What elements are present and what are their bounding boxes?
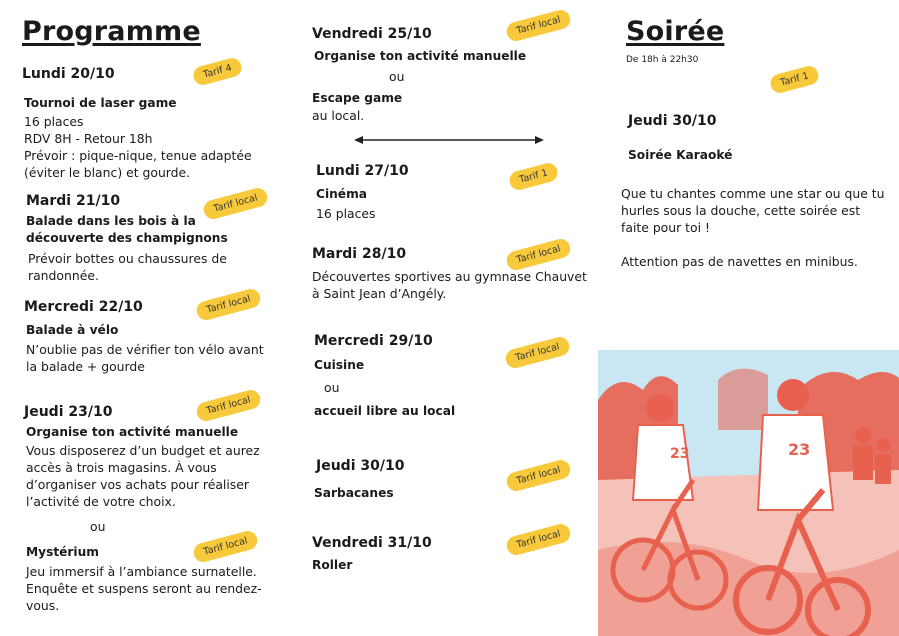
tarif-badge: Tarif 1 [768,64,820,95]
activity-detail: Découvertes sportives au gymnase Chauvet à Saint Jean d’Angély. [312,269,587,301]
activity-title: Mystérium [26,545,99,559]
tarif-badge: Tarif local [195,388,263,423]
soiree-note: Attention pas de navettes en minibus. [621,254,858,269]
cyclists-illustration [598,350,899,636]
or-separator: ou [90,519,106,534]
day-mercredi-29: Mercredi 29/10 [314,333,433,349]
activity-detail: Jeu immersif à l’ambiance surnatelle. Enquête et suspens seront au rendez-vous. [26,564,262,613]
activity-detail: Vous disposerez d’un budget et aurez accès à trois magasins. À vous d’organiser vos achats pour réaliser l’activité de votre choix. [26,443,260,509]
activity-detail: 16 places [316,206,376,221]
tarif-badge: Tarif local [202,186,270,221]
activity-title: Soirée Karaoké [628,148,733,162]
activity-title: Tournoi de laser game [24,96,177,110]
day-vendredi-25: Vendredi 25/10 [312,26,432,42]
tarif-badge: Tarif local [505,458,573,493]
bib-number: 23 [670,446,690,462]
tarif-badge: Tarif local [195,287,263,322]
activity-title: Organise ton activité manuelle [314,49,527,63]
tarif-badge: Tarif local [505,8,573,43]
tarif-badge: Tarif local [504,335,572,370]
tarif-badge: Tarif local [192,529,260,564]
activity-detail: au local. [312,108,365,123]
day-lundi-27: Lundi 27/10 [316,163,409,179]
activity-detail: N’oublie pas de vérifier ton vélo avant la balade + gourde [26,342,264,374]
or-separator: ou [389,69,405,84]
activity-detail: RDV 8H - Retour 18h [24,131,153,146]
day-jeudi-23: Jeudi 23/10 [24,404,113,420]
activity-title: Cuisine [314,358,365,372]
day-jeudi-30: Jeudi 30/10 [316,458,405,474]
tarif-badge: Tarif 1 [507,161,559,192]
cyclists-photo [598,350,899,636]
day-vendredi-31: Vendredi 31/10 [312,535,432,551]
activity-detail: Prévoir : pique-nique, tenue adaptée (éviter le blanc) et gourde. [24,148,252,180]
tarif-badge: Tarif 4 [191,56,243,87]
day-lundi-20: Lundi 20/10 [22,66,115,82]
tarif-badge: Tarif local [505,237,573,272]
day-mercredi-22: Mercredi 22/10 [24,299,143,315]
activity-title: Balade dans les bois à la découverte des champignons [26,214,228,245]
day-mardi-28: Mardi 28/10 [312,246,407,262]
programme-title: Programme [22,16,201,47]
day-jeudi-30-soiree: Jeudi 30/10 [628,113,717,129]
activity-title: Roller [312,558,353,572]
activity-detail: 16 places [24,114,84,129]
activity-title: Escape game [312,91,403,105]
activity-detail: Prévoir bottes ou chaussures de randonnée. [28,251,227,283]
soiree-hours: De 18h à 22h30 [626,55,699,65]
activity-title: accueil libre au local [314,404,456,418]
activity-title: Cinéma [316,187,367,201]
soiree-title: Soirée [626,16,725,47]
activity-title: Organise ton activité manuelle [26,425,239,439]
or-separator: ou [324,380,340,395]
tarif-badge: Tarif local [505,522,573,557]
activity-title: Sarbacanes [314,486,394,500]
day-mardi-21: Mardi 21/10 [26,193,121,209]
double-arrow-divider [354,134,544,146]
activity-title: Balade à vélo [26,323,119,337]
bib-number: 23 [788,440,811,459]
soiree-description: Que tu chantes comme une star ou que tu hurles sous la douche, cette soirée est faite pour toi ! [621,186,885,235]
